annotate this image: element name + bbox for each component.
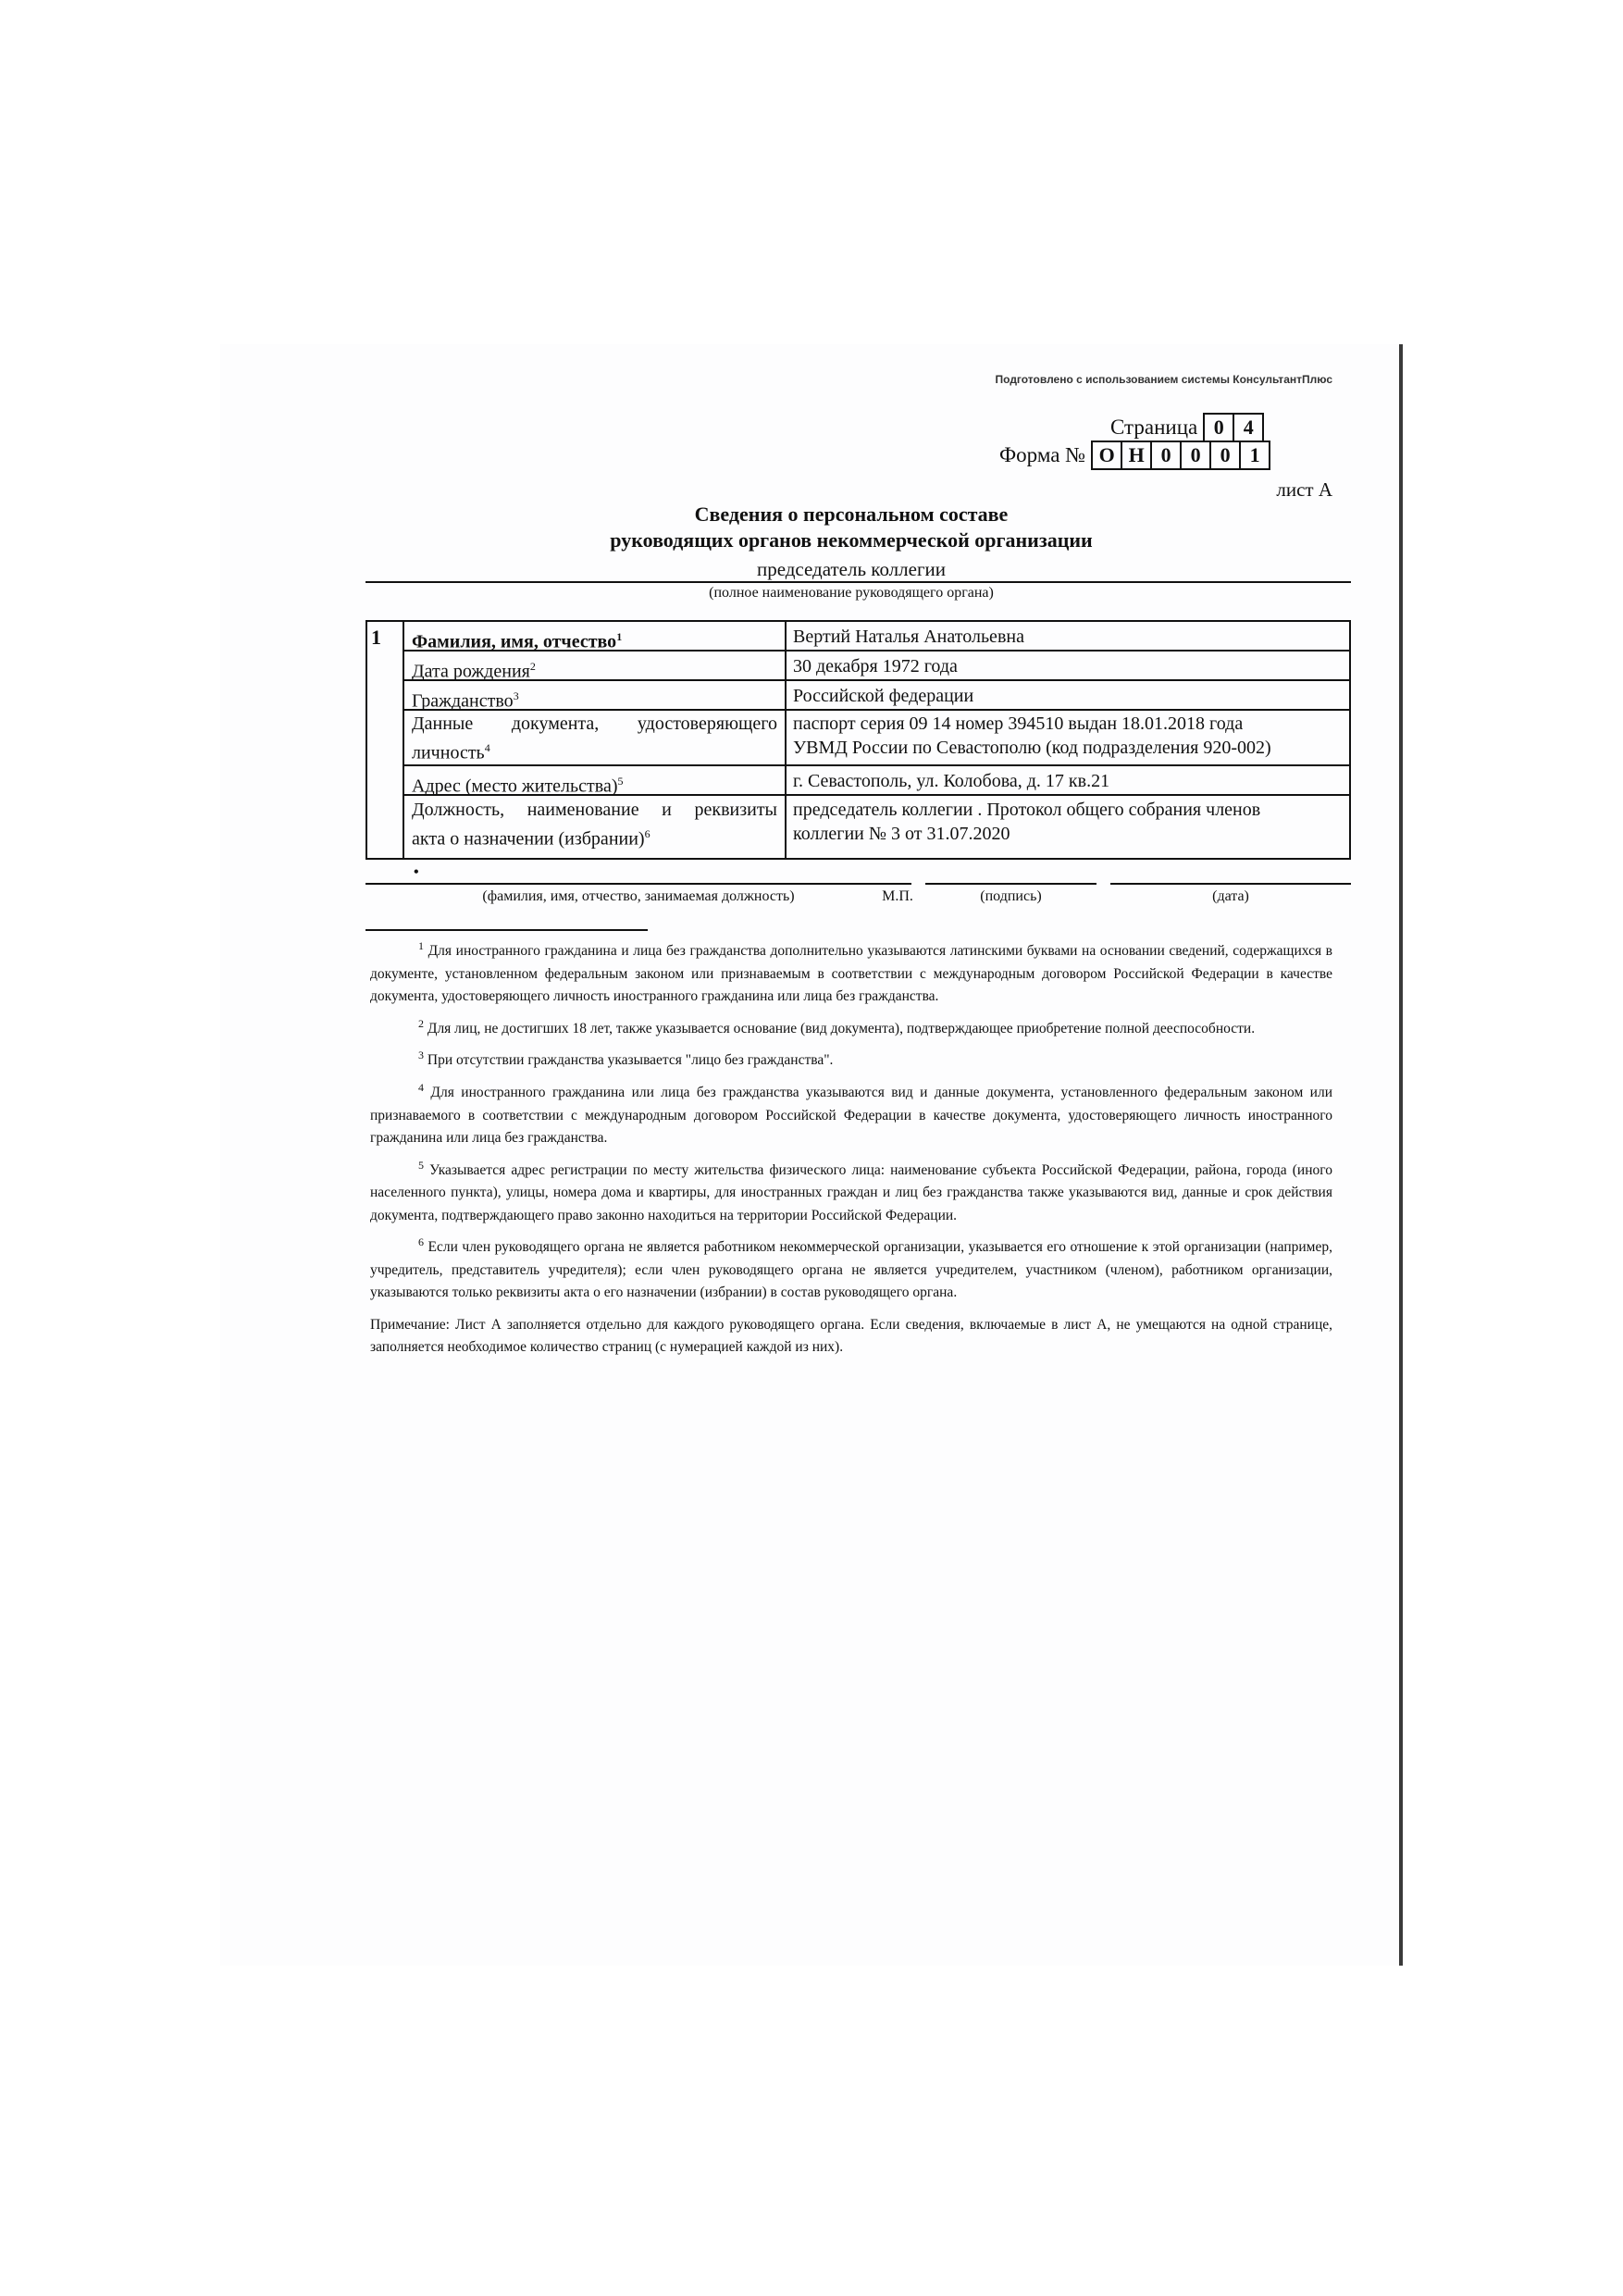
stamp-label: М.П. [882, 888, 913, 904]
organ-underline [365, 581, 1351, 583]
footnote [370, 1076, 1332, 1150]
field-identity-document [412, 712, 777, 765]
footnote-ref: 4 [484, 741, 490, 754]
personal-data-table [365, 620, 1351, 860]
sheet-label: лист А [1276, 478, 1332, 501]
form-char: О [1093, 441, 1122, 470]
field-label: Должность, наименование и реквизиты [412, 800, 777, 820]
organ-hint: (полное наименование руководящего органа) [709, 585, 994, 601]
field-citizenship [412, 684, 777, 714]
date-line [1110, 883, 1351, 885]
signature-caption: (подпись) [980, 888, 1042, 904]
field-label: Гражданство [412, 690, 514, 712]
footnote [370, 1012, 1332, 1041]
footnote-text: Для лиц, не достигших 18 лет, также указывается основание (вид документа), подтверждающее приобретение полной дееспособности. [427, 1020, 1256, 1036]
value-birth-date: 30 декабря 1972 года [793, 656, 958, 676]
form-char: 0 [1211, 441, 1241, 470]
form-char: Н [1122, 441, 1152, 470]
form-number-box [999, 441, 1270, 469]
field-label: Адрес (место жительства) [412, 776, 618, 797]
table-border [785, 622, 787, 858]
footnote-number: 5 [418, 1158, 424, 1172]
footnote-text: Указывается адрес регистрации по месту жительства физического лица: наименование субъекта Российской Федерации, района, города (иного населенного пункта), улицы, номера дома и квартиры, для иностранных граждан и лиц без гражданства также указываются вид, данные и срок действия документа, подтверждающего право законно находиться на территории Российской Федерации. [370, 1161, 1332, 1223]
value-position [793, 798, 1348, 846]
scan-edge [1399, 344, 1403, 1966]
value-line: УВМД России по Севастополю (код подразделения 920-002) [793, 738, 1271, 758]
form-label: Форма № [999, 443, 1086, 466]
value-line: коллегии № 3 от 31.07.2020 [793, 824, 1010, 844]
footnote-ref: 2 [529, 660, 536, 673]
date-caption: (дата) [1212, 888, 1249, 904]
footnote [370, 935, 1332, 1009]
field-label: Дата рождения [412, 661, 530, 682]
organ-name: председатель коллегии [756, 558, 947, 580]
footnote [370, 1044, 1332, 1073]
table-border [403, 622, 404, 858]
page-number-box [1110, 414, 1264, 441]
row-number: 1 [371, 626, 381, 649]
field-label: Данные документа, удостоверяющего [412, 714, 777, 734]
remark: Примечание: Лист А заполняется отдельно для каждого руководящего органа. Если сведения, включаемые в лист А, не умещаются на одной странице, заполняется необходимое количество страниц (с нумерацией каждой из них). [370, 1316, 1332, 1356]
doc-title-line1: Сведения о персональном составе [694, 503, 1009, 526]
footnote [370, 1154, 1332, 1228]
field-address [412, 769, 777, 799]
footnote-number: 2 [418, 1016, 424, 1030]
ink-mark: • [414, 864, 419, 880]
form-char: 1 [1241, 441, 1270, 470]
footnotes [370, 935, 1332, 1363]
footnote-number: 1 [418, 939, 424, 952]
footnote-text: Для иностранного гражданина или лица без гражданства указываются вид и данные документа, установленного федеральным законом или признаваемого в соответствии с международным договором Российской Федерации в качестве документа, удостоверяющего личность иностранного гражданина или лица без гражданства. [370, 1085, 1333, 1147]
page-label: Страница [1110, 416, 1198, 439]
footnote-ref: 5 [617, 775, 624, 788]
form-char: 0 [1182, 441, 1211, 470]
page-digit: 0 [1205, 413, 1234, 442]
signature-line [925, 883, 1096, 885]
signature-name-line [365, 883, 911, 885]
doc-title-line2: руководящих органов некоммерческой организации [610, 528, 1093, 552]
value-citizenship: Российской федерации [793, 686, 974, 706]
field-full-name [412, 625, 777, 654]
value-full-name: Вертий Наталья Анатольевна [793, 627, 1024, 647]
field-position [412, 798, 777, 851]
footnote-separator [365, 929, 648, 931]
footnote-ref: 6 [644, 827, 650, 840]
table-border [1349, 622, 1351, 858]
value-address: г. Севастополь, ул. Колобова, д. 17 кв.21 [793, 771, 1110, 791]
footnote-number: 6 [418, 1235, 424, 1249]
value-line: председатель коллегии . Протокол общего собрания членов [793, 800, 1261, 820]
page-digit: 4 [1234, 413, 1264, 442]
name-caption: (фамилия, имя, отчество, занимаемая должность) [482, 888, 795, 904]
footnote-ref: 1 [616, 630, 623, 643]
footnote-text: При отсутствии гражданства указывается "лицо без гражданства". [427, 1052, 834, 1069]
footnote-number: 3 [418, 1049, 424, 1062]
form-char: 0 [1152, 441, 1182, 470]
footnote-ref: 3 [513, 689, 519, 702]
value-line: паспорт серия 09 14 номер 394510 выдан 18.01.2018 года [793, 714, 1244, 734]
field-label: Фамилия, имя, отчество [412, 631, 617, 652]
footnote-text: Для иностранного гражданина и лица без гражданства дополнительно указываются латинскими буквами на основании сведений, содержащихся в документе, установленном федеральным законом или признаваемым в соответствии с международным договором Российской Федерации в качестве документа, удостоверяющего личность иностранного гражданина или лица без гражданства. [370, 943, 1332, 1005]
footnote-number: 4 [418, 1080, 424, 1094]
field-birth-date [412, 654, 777, 684]
footnote-text: Если член руководящего органа не является работником некоммерческой организации, указывается его отношение к этой организации (например, учредитель, представитель учредителя); если член руководящего органа не является учредителем, участником (членом), работником организации, указываются только реквизиты акта о его назначении (избрании) в состав руководящего органа. [370, 1239, 1332, 1301]
value-identity-document [793, 712, 1348, 760]
footnote [370, 1231, 1332, 1305]
field-label: акта о назначении (избрании) [412, 828, 645, 850]
table-border [365, 622, 367, 858]
field-label: личность [412, 742, 485, 763]
header-note: Подготовлено с использованием системы КонсультантПлюс [995, 373, 1332, 386]
